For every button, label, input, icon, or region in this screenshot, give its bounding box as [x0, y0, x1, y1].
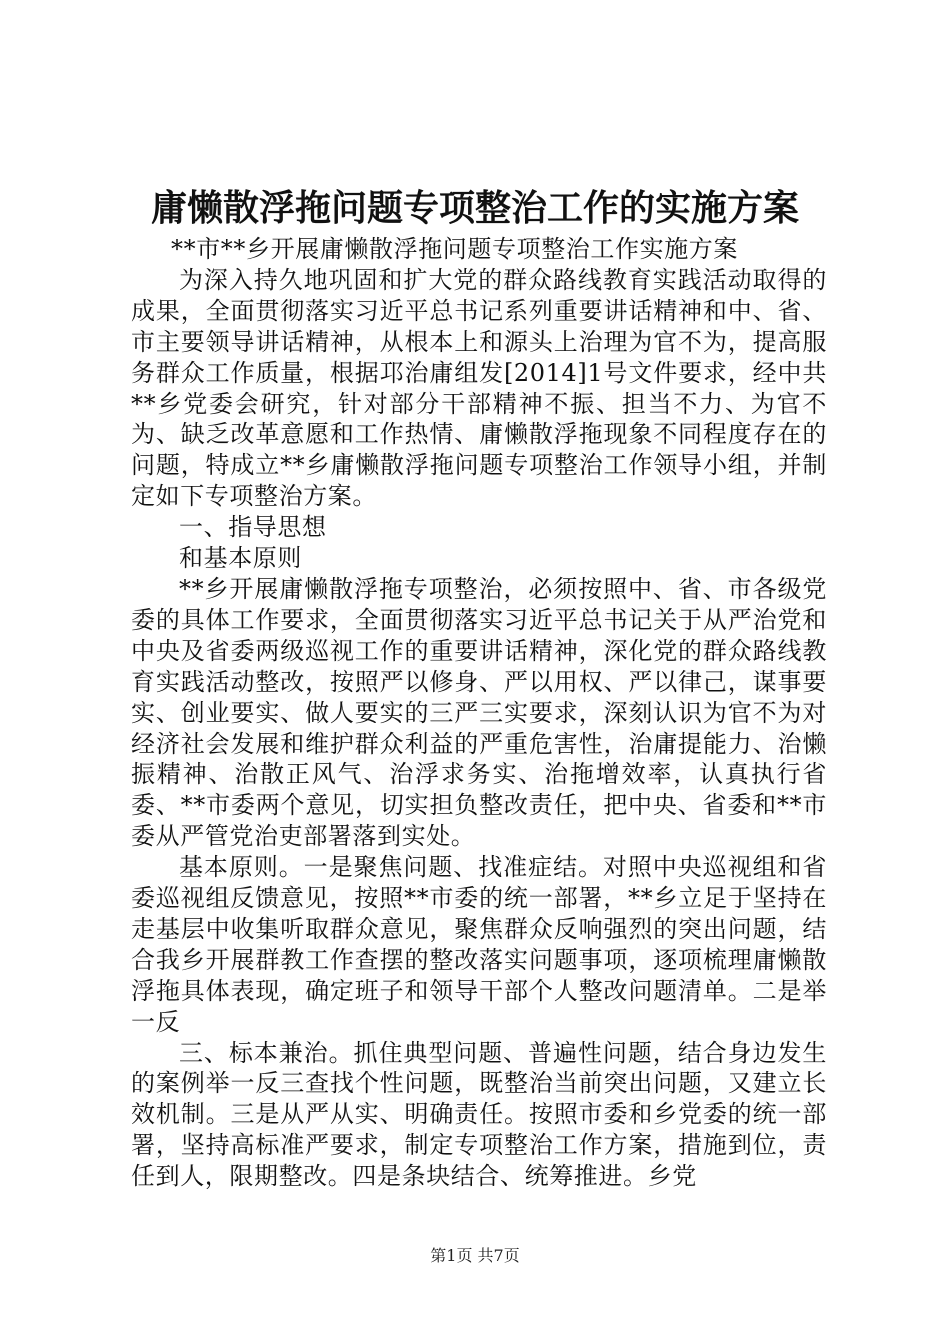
- page-number-footer: 第1页 共7页: [430, 1246, 520, 1265]
- document-title: 庸懒散浮拖问题专项整治工作的实施方案: [150, 187, 799, 229]
- document-body: [131, 234, 827, 1192]
- section-heading: 一、指导思想: [179, 513, 327, 542]
- guiding-thought-paragraph: **乡开展庸懒散浮拖专项整治，必须按照中、省、市各级党委的具体工作要求，全面贯彻落实习近平总书记关于从严治党和中央及省委两级巡视工作的重要讲话精神，深化党的群众路线教育实践活动整改，按照严以修身、严以用权、严以律己，谋事要实、创业要实、做人要实的三严三实要求，深刻认识为官不为对经济社会发展和维护群众利益的严重危害性，治庸提能力、治懒振精神、治散正风气、治浮求务实、治拖增效率，认真执行省委、**市委两个意见，切实担负整改责任，把中央、省委和**市委从严管党治吏部署落到实处。: [131, 574, 827, 851]
- section-heading-continued: 和基本原则: [179, 544, 302, 573]
- principles-continued-paragraph: 三、标本兼治。抓住典型问题、普遍性问题，结合身边发生的案例举一反三查找个性问题，既整治当前突出问题，又建立长效机制。三是从严从实、明确责任。按照市委和乡党委的统一部署，坚持高标准严要求，制定专项整治工作方案，措施到位，责任到人，限期整改。四是条块结合、统筹推进。乡党: [131, 1038, 827, 1191]
- basic-principles-paragraph: 基本原则。一是聚焦问题、找准症结。对照中央巡视组和省委巡视组反馈意见，按照**市委的统一部署，**乡立足于坚持在走基层中收集听取群众意见，聚焦群众反响强烈的突出问题，结合我乡开展群教工作查摆的整改落实问题事项，逐项梳理庸懒散浮拖具体表现，确定班子和领导干部个人整改问题清单。二是举一反: [131, 853, 827, 1036]
- subtitle-paragraph: **市**乡开展庸懒散浮拖问题专项整治工作实施方案: [171, 235, 738, 263]
- intro-paragraph: 为深入持久地巩固和扩大党的群众路线教育实践活动取得的成果，全面贯彻落实习近平总书记系列重要讲话精神和中、省、市主要领导讲话精神，从根本上和源头上治理为官不为，提高服务群众工作质量，根据邛治庸组发[2014]1号文件要求，经中共**乡党委会研究，针对部分干部精神不振、担当不力、为官不为、缺乏改革意愿和工作热情、庸懒散浮拖现象不同程度存在的问题，特成立**乡庸懒散浮拖问题专项整治工作领导小组，并制定如下专项整治方案。: [131, 265, 827, 511]
